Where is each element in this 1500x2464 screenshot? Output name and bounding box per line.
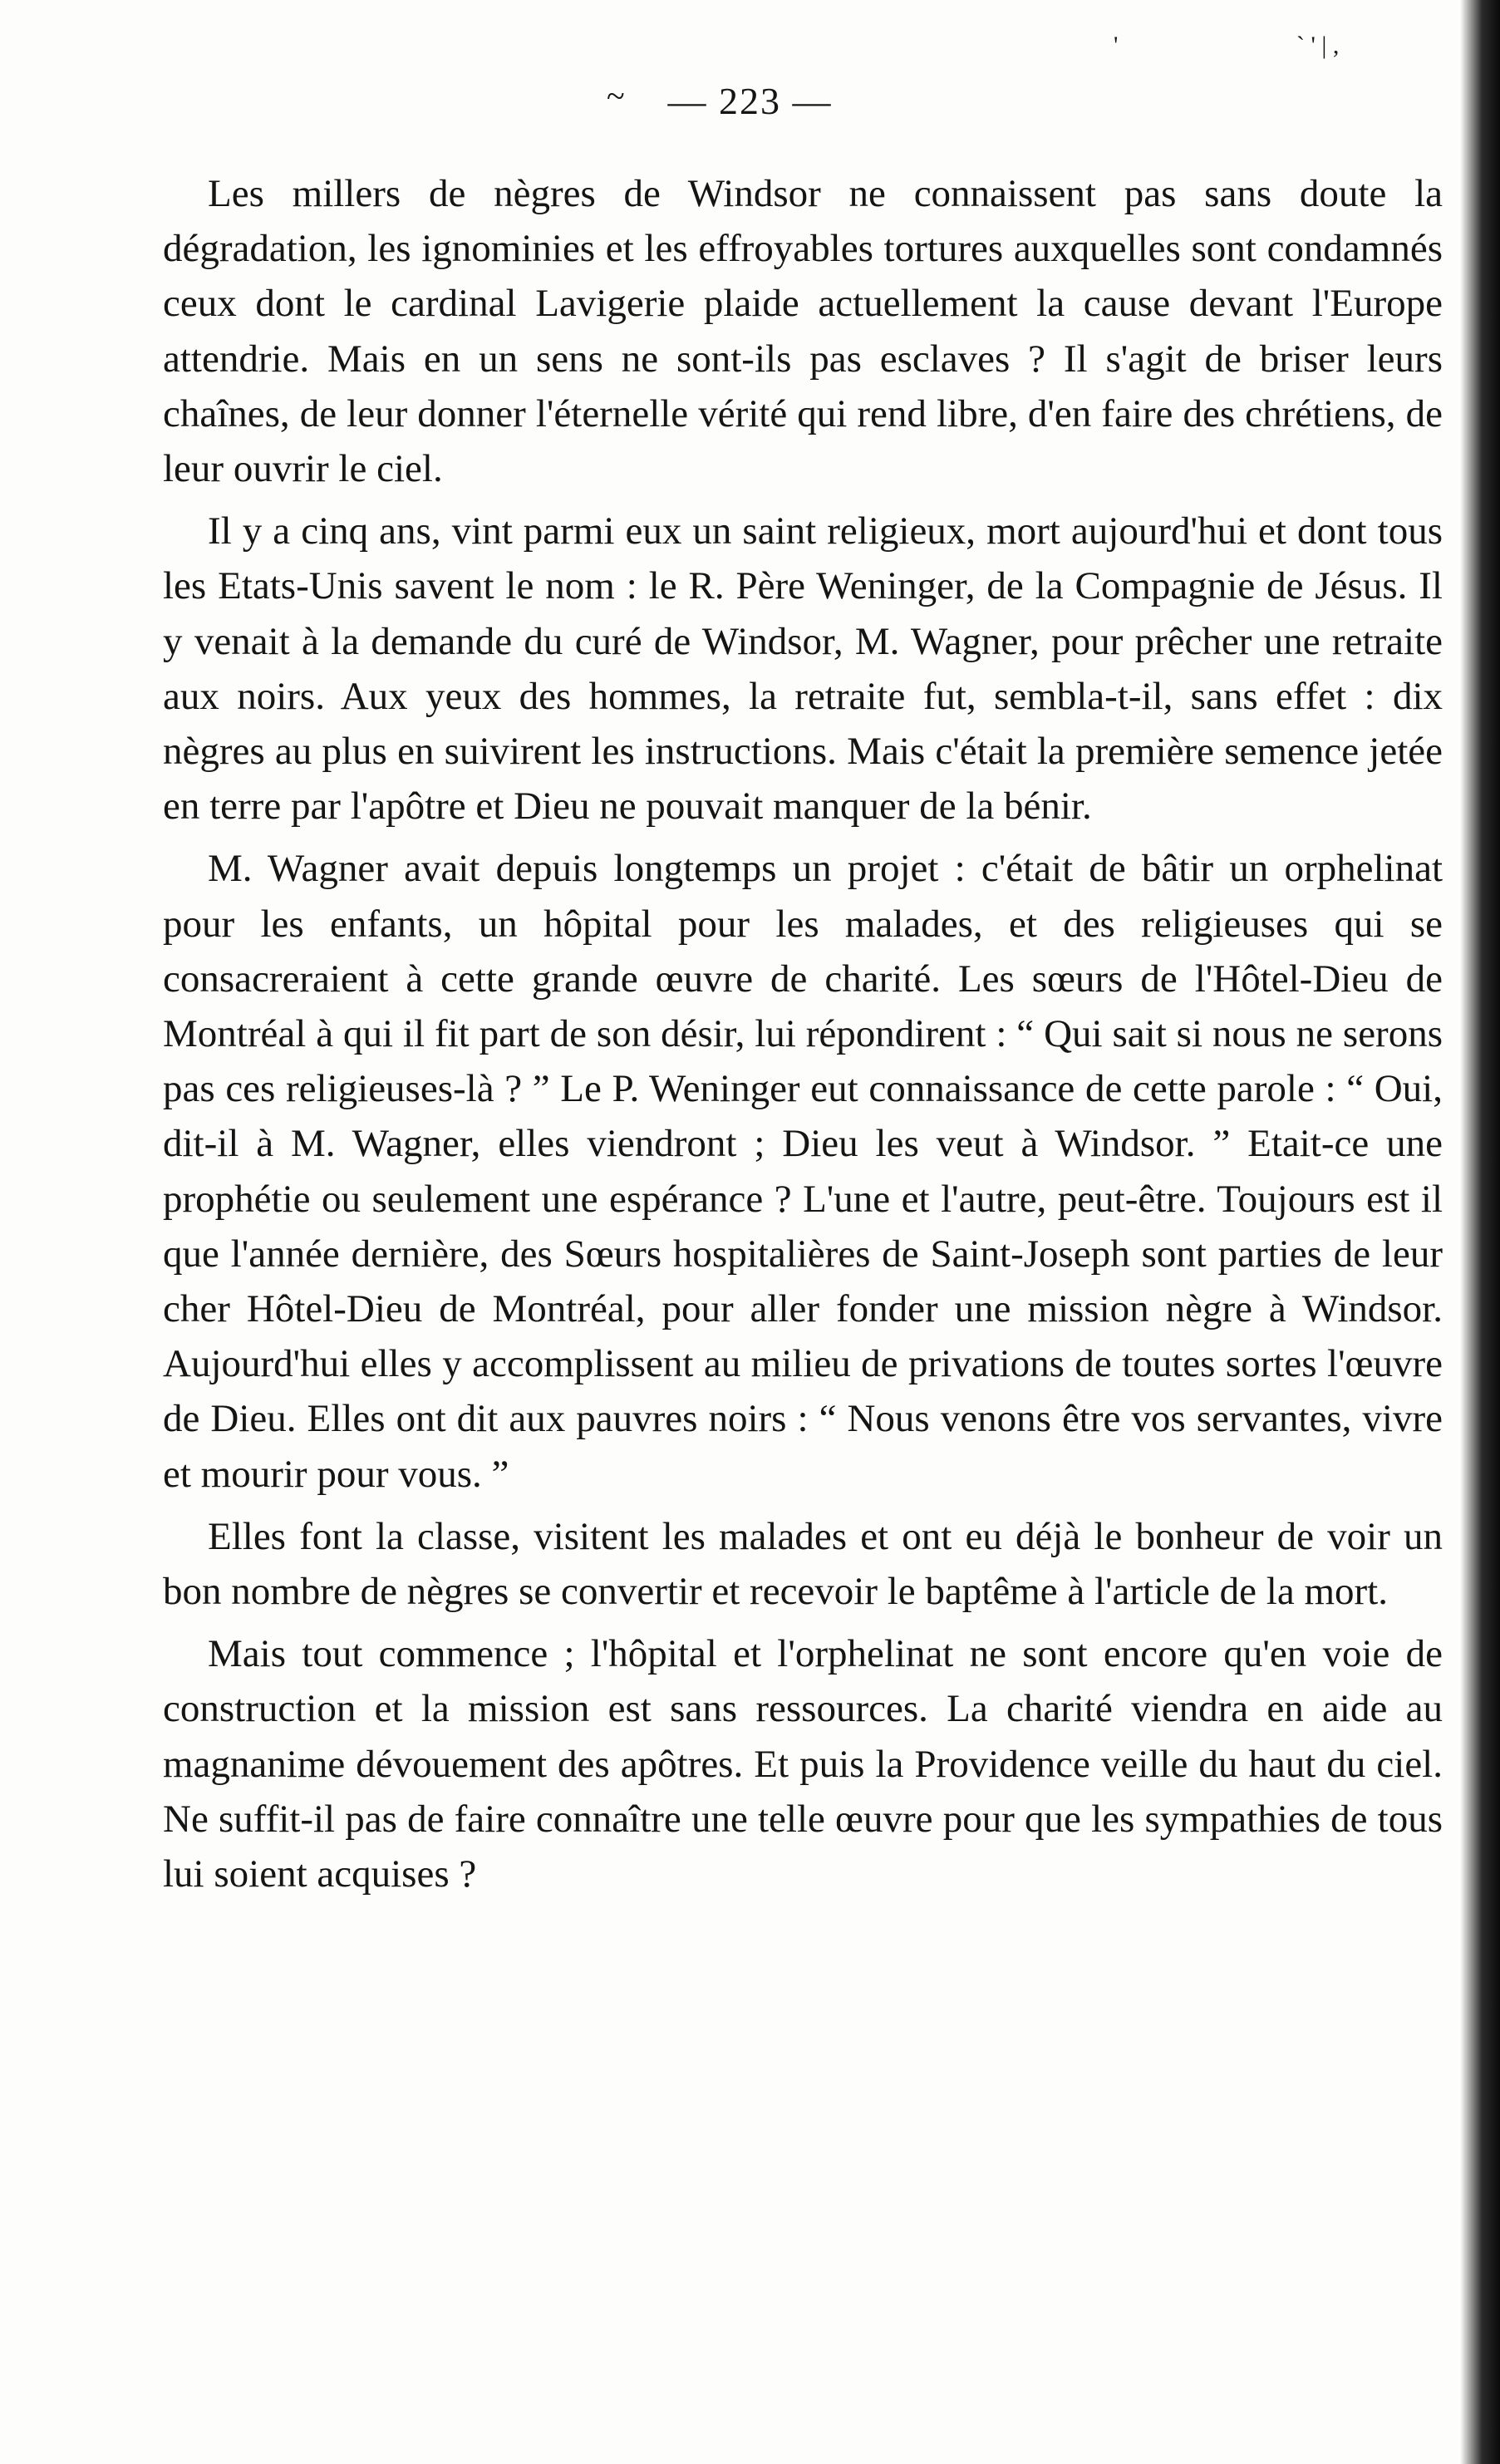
body-text: [163, 166, 1443, 1909]
header-tilde-mark: ~: [607, 77, 625, 115]
paragraph-2: Il y a cinq ans, vint parmi eux un saint religieux, mort aujourd'hui et dont tous les Etats-Unis savent le nom : le R. Père Weninger, de la Compagnie de Jésus. Il y venait à la demande du curé de Windsor, M. Wagner, pour prêcher une retraite aux noirs. Aux yeux des hommes, la retraite fut, sembla-t-il, sans effet : dix nègres au plus en suivirent les instructions. Mais c'était la première semence jetée en terre par l'apôtre et Dieu ne pouvait manquer de la bénir.: [163, 509, 1443, 829]
paragraph-5: Mais tout commence ; l'hôpital et l'orphelinat ne sont encore qu'en voie de construction et la mission est sans ressources. La charité viendra en aide au magnanime dévouement des apôtres. Et puis la Providence veille du haut du ciel. Ne suffit-il pas de faire connaître une telle œuvre pour que les sympathies de tous lui soient acquises ?: [163, 1632, 1443, 1896]
paragraph-4: Elles font la classe, visitent les malades et ont eu déjà le bonheur de voir un bon nombre de nègres se convertir et recevoir le baptême à l'article de la mort.: [163, 1514, 1443, 1614]
header-stray-mark-right: ` ' | ,: [1296, 32, 1340, 59]
page-number: — 223 —: [667, 80, 833, 122]
header-stray-mark-left: ': [1114, 32, 1119, 59]
paragraph-1: Les millers de nègres de Windsor ne connaissent pas sans doute la dégradation, les ignominies et les effroyables tortures auxquelles sont condamnés ceux dont le cardinal Lavigerie plaide actuellement la cause devant l'Europe attendrie. Mais en un sens ne sont-ils pas esclaves ? Il s'agit de briser leurs chaînes, de leur donner l'éternelle vérité qui rend libre, d'en faire des chrétiens, de leur ouvrir le ciel.: [163, 172, 1443, 491]
page-edge-shadow: [1460, 0, 1500, 2464]
paragraph-3: M. Wagner avait depuis longtemps un projet : c'était de bâtir un orphelinat pour les enfants, un hôpital pour les malades, et des religieuses qui se consacreraient à cette grande œuvre de charité. Les sœurs de l'Hôtel-Dieu de Montréal à qui il fit part de son désir, lui répondirent : “ Qui sait si nous ne serons pas ces religieuses-là ? ” Le P. Weninger eut connaissance de cette parole : “ Oui, dit-il à M. Wagner, elles viendront ; Dieu les veut à Windsor. ” Etait-ce une prophétie ou seulement une espérance ? L'une et l'autre, peut-être. Toujours est il que l'année dernière, des Sœurs hospitalières de Saint-Joseph sont parties de leur cher Hôtel-Dieu de Montréal, pour aller fonder une mission nègre à Windsor. Aujourd'hui elles y accomplissent au milieu de privations de toutes sortes l'œuvre de Dieu. Elles ont dit aux pauvres noirs : “ Nous venons être vos servantes, vivre et mourir pour vous. ”: [163, 847, 1443, 1496]
